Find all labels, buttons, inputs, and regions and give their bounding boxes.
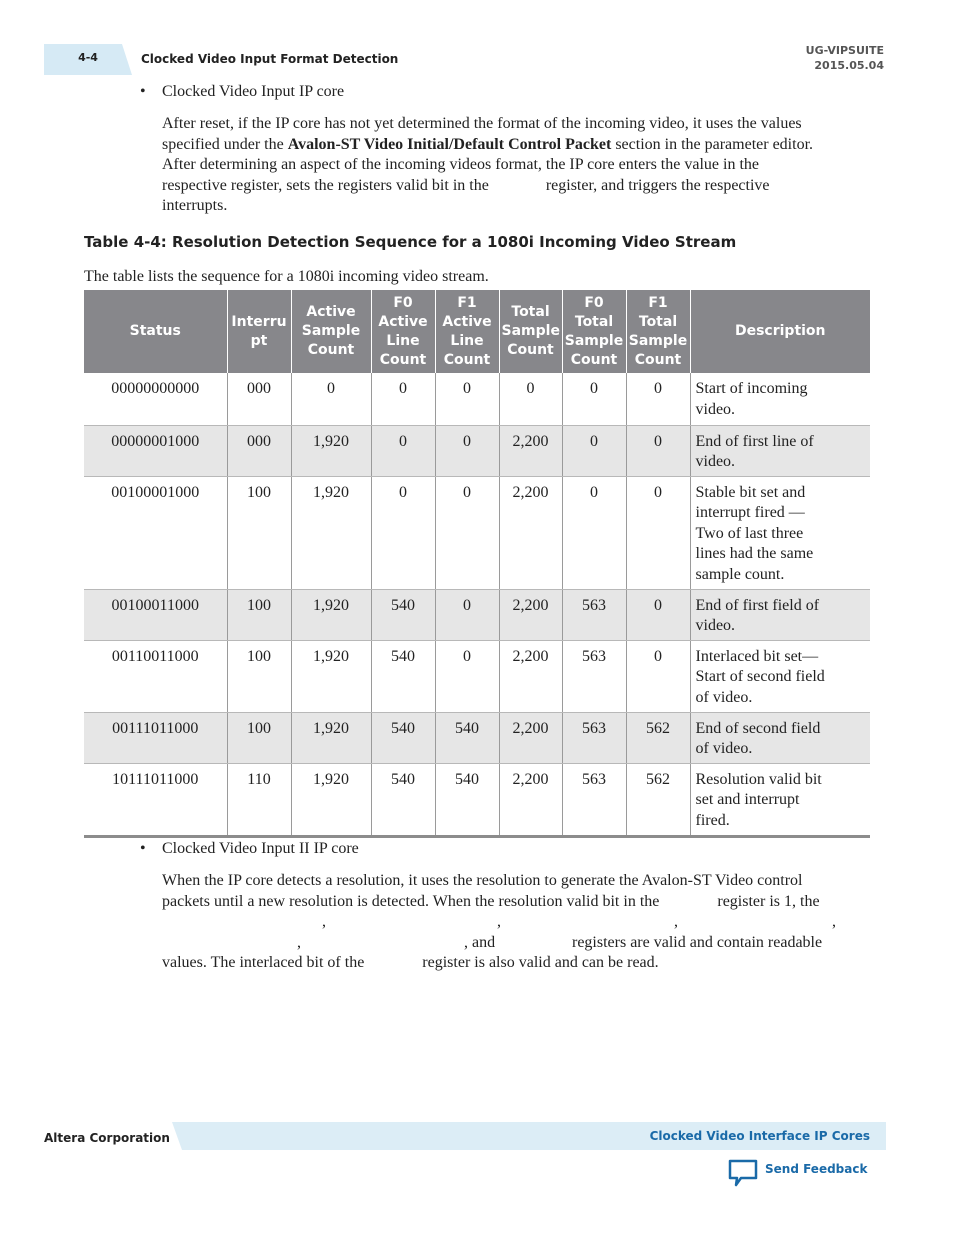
para-line: values. The interlaced bit of the register is also valid and can be read. [162,954,659,971]
cell-active-sample: 0 [291,373,371,425]
doc-id: UG-VIPSUITE [805,44,884,57]
cell-interrupt: 100 [227,640,291,712]
cell-f0-total-sample: 563 [562,763,626,836]
cell-f0-active-line: 0 [371,425,435,476]
cell-interrupt: 000 [227,425,291,476]
cell-status: 10111011000 [84,763,227,836]
cell-status: 00000000000 [84,373,227,425]
cell-active-sample: 1,920 [291,763,371,836]
cell-f0-active-line: 0 [371,373,435,425]
cell-total-sample: 2,200 [499,425,562,476]
section-title: Clocked Video Input Format Detection [141,52,399,66]
cell-description: Stable bit set and interrupt fired — Two of last three lines had the same sample count. [690,476,870,589]
cell-f1-active-line: 0 [435,373,499,425]
cell-f1-active-line: 0 [435,589,499,640]
cell-total-sample: 2,200 [499,476,562,589]
speech-bubble-icon [727,1158,759,1188]
cell-f0-total-sample: 0 [562,373,626,425]
cell-f0-total-sample: 563 [562,712,626,763]
para-line: specified under the Avalon-ST Video Initial/Default Control Packet section in the parameter editor. [162,135,814,153]
cell-f1-active-line: 0 [435,476,499,589]
cell-description: Resolution valid bit set and interrupt fired. [690,763,870,836]
cell-f1-total-sample: 562 [626,763,690,836]
cell-f1-active-line: 540 [435,763,499,836]
footer-company: Altera Corporation [44,1131,170,1145]
cell-description: Interlaced bit set— Start of second field of video. [690,640,870,712]
cell-f0-total-sample: 563 [562,589,626,640]
cell-status: 00100001000 [84,476,227,589]
cell-interrupt: 100 [227,476,291,589]
cell-interrupt: 100 [227,712,291,763]
cell-total-sample: 2,200 [499,763,562,836]
column-header: F1 Total Sample Count [626,290,690,373]
para-line: , , and registers are valid and contain readable [297,933,823,951]
column-header: Total Sample Count [499,290,562,373]
cell-total-sample: 2,200 [499,712,562,763]
cell-f0-total-sample: 0 [562,476,626,589]
cell-status: 00000001000 [84,425,227,476]
cell-f1-total-sample: 0 [626,476,690,589]
paragraph-cvi-ii [162,871,872,974]
cell-active-sample: 1,920 [291,640,371,712]
para-line: When the IP core detects a resolution, it uses the resolution to generate the Avalon-ST Video control [162,872,803,889]
cell-description: Start of incoming video. [690,373,870,425]
cell-description: End of second field of video. [690,712,870,763]
document-id [806,43,884,73]
cell-f0-total-sample: 0 [562,425,626,476]
column-header: Status [84,290,227,373]
resolution-detection-table [84,290,870,838]
cell-f0-total-sample: 563 [562,640,626,712]
table-row [84,373,870,425]
bullet-text: Clocked Video Input II IP core [162,840,359,857]
footer-band [172,1122,886,1150]
para-line: interrupts. [162,197,228,214]
cell-f1-total-sample: 0 [626,640,690,712]
cell-f1-total-sample: 0 [626,425,690,476]
table-row [84,640,870,712]
send-feedback-label[interactable]: Send Feedback [765,1162,868,1176]
column-header: F0 Active Line Count [371,290,435,373]
bullet-dot: • [140,840,146,857]
cell-total-sample: 0 [499,373,562,425]
doc-date: 2015.05.04 [814,59,884,72]
table-row [84,476,870,589]
page-number-tab [44,44,130,75]
para-line: , , , , [322,913,836,930]
table-row [84,589,870,640]
para-line: After determining an aspect of the incoming videos format, the IP core enters the value in the [162,156,759,173]
para-line: packets until a new resolution is detected. When the resolution valid bit in the register is 1, the [162,892,820,910]
cell-interrupt: 100 [227,589,291,640]
cell-interrupt: 000 [227,373,291,425]
cell-active-sample: 1,920 [291,425,371,476]
cell-f0-active-line: 540 [371,712,435,763]
cell-description: End of first line of video. [690,425,870,476]
cell-f1-total-sample: 562 [626,712,690,763]
table-row [84,712,870,763]
cell-f0-active-line: 540 [371,640,435,712]
cell-f1-total-sample: 0 [626,373,690,425]
table-header-row [84,290,870,373]
column-header: F0 Total Sample Count [562,290,626,373]
cell-f1-active-line: 0 [435,425,499,476]
table-intro: The table lists the sequence for a 1080i incoming video stream. [84,268,489,285]
table-caption: Table 4-4: Resolution Detection Sequence for a 1080i Incoming Video Stream [84,233,737,251]
table-row [84,425,870,476]
cell-total-sample: 2,200 [499,589,562,640]
cell-f1-active-line: 0 [435,640,499,712]
para-line: After reset, if the IP core has not yet determined the format of the incoming video, it uses the values [162,115,802,132]
cell-active-sample: 1,920 [291,712,371,763]
para-line: respective register, sets the registers valid bit in the register, and triggers the respective [162,176,770,194]
column-header: F1 Active Line Count [435,290,499,373]
cell-active-sample: 1,920 [291,476,371,589]
bullet-text: Clocked Video Input IP core [162,83,345,100]
bullet-dot: • [140,83,146,100]
cell-description: End of first field of video. [690,589,870,640]
cell-f0-active-line: 540 [371,763,435,836]
table-row [84,763,870,836]
cell-f1-total-sample: 0 [626,589,690,640]
column-header: Active Sample Count [291,290,371,373]
cell-f0-active-line: 0 [371,476,435,589]
cell-status: 00111011000 [84,712,227,763]
column-header: Interru pt [227,290,291,373]
cell-total-sample: 2,200 [499,640,562,712]
cell-f1-active-line: 540 [435,712,499,763]
cell-status: 00110011000 [84,640,227,712]
paragraph-cvi [162,114,872,217]
footer-guide-title[interactable]: Clocked Video Interface IP Cores [649,1129,870,1143]
cell-f0-active-line: 540 [371,589,435,640]
column-header: Description [690,290,870,373]
bold-term: Avalon-ST Video Initial/Default Control Packet [287,135,612,153]
cell-interrupt: 110 [227,763,291,836]
cell-status: 00100011000 [84,589,227,640]
cell-active-sample: 1,920 [291,589,371,640]
page-number: 4-4 [78,51,98,64]
